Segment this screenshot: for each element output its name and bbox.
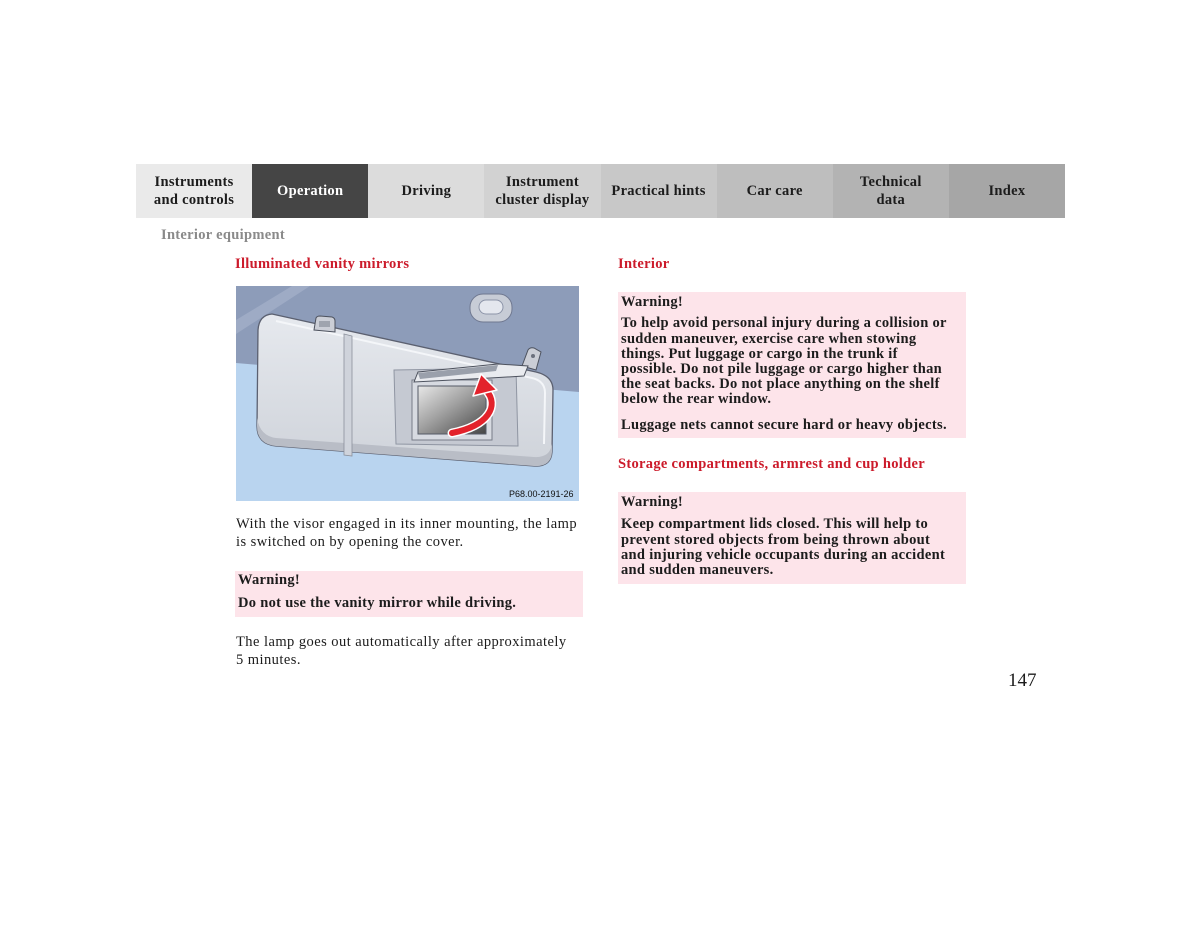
warning-line: prevent stored objects from being thrown about (621, 531, 931, 548)
heading-illuminated-vanity-mirrors: Illuminated vanity mirrors (235, 256, 410, 272)
tab-index[interactable] (949, 164, 1065, 218)
tab-label-line: and controls (153, 192, 235, 208)
visor-seam (344, 334, 352, 456)
section-title: Interior equipment (161, 227, 285, 243)
warning-line: the seat backs. Do not place anything on the shelf (621, 376, 940, 393)
warning-paragraph (621, 517, 963, 578)
tab-driving[interactable] (368, 164, 484, 218)
tab-practical-hints[interactable] (601, 164, 717, 218)
vanity-mirror-illustration (236, 286, 579, 501)
tab-label-line: cluster display (495, 192, 590, 208)
warning-title: Warning! (621, 494, 684, 510)
paragraph-line: is switched on by opening the cover. (236, 533, 464, 550)
paragraph-line: 5 minutes. (236, 652, 301, 668)
warning-line: things. Put luggage or cargo in the trunk if (621, 345, 898, 362)
warning-title: Warning! (621, 294, 684, 310)
warning-box-compartments (618, 492, 966, 584)
warning-line: sudden maneuver, exercise care when stowing (621, 330, 917, 347)
tab-instrument-cluster-display[interactable] (484, 164, 600, 218)
tab-label-line: Car care (746, 183, 803, 199)
warning-box-vanity-mirror (235, 571, 583, 617)
tab-label-line: data (876, 192, 906, 208)
paragraph-lamp-on (236, 516, 577, 551)
tab-label-line: Driving (401, 183, 452, 199)
tab-technical-data[interactable] (833, 164, 949, 218)
warning-title: Warning! (238, 572, 301, 588)
warning-line: below the rear window. (621, 391, 772, 408)
paragraph-lamp-off (236, 633, 567, 669)
paragraph-line: With the visor engaged in its inner mounting, the lamp (236, 516, 578, 532)
visor-clip (314, 316, 335, 332)
tab-label-line: Practical hints (611, 183, 706, 199)
warning-line: possible. Do not pile luggage or cargo higher than (621, 361, 943, 377)
warning-paragraph (621, 316, 963, 407)
heading-storage-compartments: Storage compartments, armrest and cup holder (618, 456, 925, 472)
dome-light (470, 294, 512, 322)
vanity-mirror-figure (236, 286, 579, 501)
chapter-tab-bar (136, 164, 1065, 218)
warning-line: and injuring vehicle occupants during an accident (621, 546, 946, 563)
warning-text: Do not use the vanity mirror while driving. (238, 595, 517, 611)
tab-operation[interactable] (252, 164, 368, 218)
warning-line: and sudden maneuvers. (621, 562, 774, 578)
warning-line: Keep compartment lids closed. This will help to (621, 516, 929, 533)
tab-car-care[interactable] (717, 164, 833, 218)
tab-instruments-and-controls[interactable] (136, 164, 252, 218)
warning-line: To help avoid personal injury during a collision or (621, 315, 947, 332)
tab-label-line: Instruments (154, 174, 234, 190)
figure-caption: P68.00-2191-26 (509, 489, 574, 499)
paragraph-line: The lamp goes out automatically after approximately (236, 634, 567, 650)
tab-label-line: Operation (277, 183, 344, 199)
heading-interior: Interior (618, 256, 670, 272)
tab-label-line: Technical (859, 174, 922, 190)
tab-label-line: Index (988, 183, 1026, 199)
warning-note: Luggage nets cannot secure hard or heavy objects. (621, 417, 947, 433)
warning-box-luggage (618, 292, 966, 438)
page-number: 147 (1008, 670, 1037, 691)
tab-label-line: Instrument (505, 174, 579, 190)
